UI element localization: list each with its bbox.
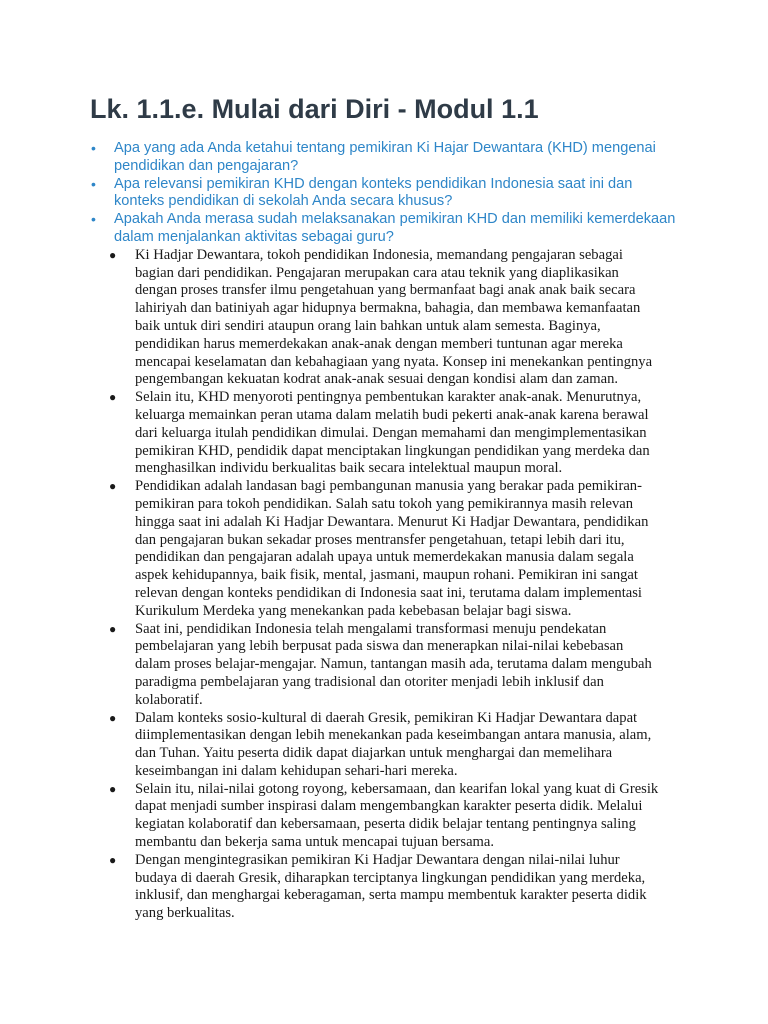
question-item xyxy=(90,140,686,176)
bullet-icon: ● xyxy=(109,247,117,262)
answer-text: Selain itu, KHD menyoroti pentingnya pembentukan karakter anak-anak. Menurutnya, keluarga memainkan peran utama dalam melatih budi pekerti anak-anak karena berawal dari keluarga itulah pendidikan dimulai. Dengan memahami dan mengimplementasikan pemikiran KHD, pendidik dapat menciptakan lingkungan pendidikan yang merdeka dan menghasilkan individu berkualitas baik secara intelektual maupun moral. xyxy=(135,389,650,477)
answer-item xyxy=(109,781,686,852)
bullet-icon: • xyxy=(91,211,96,228)
question-text: Apa yang ada Anda ketahui tentang pemikiran Ki Hajar Dewantara (KHD) mengenai pendidikan dan pengajaran? xyxy=(114,140,656,174)
bullet-icon: ● xyxy=(109,621,117,636)
bullet-icon: ● xyxy=(109,479,117,494)
answer-list xyxy=(109,247,686,923)
question-text: Apa relevansi pemikiran KHD dengan konteks pendidikan Indonesia saat ini dan konteks pendidikan di sekolah Anda secara khusus? xyxy=(114,175,633,210)
question-text: Apakah Anda merasa sudah melaksanakan pemikiran KHD dan memiliki kemerdekaan dalam menjalankan aktivitas sebagai guru? xyxy=(114,211,676,245)
answer-text: Ki Hadjar Dewantara, tokoh pendidikan Indonesia, memandang pengajaran sebagai bagian dari pendidikan. Pengajaran merupakan cara atau teknik yang diaplikasikan dengan proses transfer ilmu pengetahuan yang bermanfaat bagi anak anak baik secara lahiriyah dan batiniyah agar hidupnya bermakna, bahagia, dan membawa kemanfaatan baik untuk diri sendiri ataupun orang lain bahkan untuk alam semesta. Baginya, pendidikan harus memerdekakan anak-anak dengan memberi tuntunan agar mereka mencapai keselamatan dan kebahagiaan yang nyata. Konsep ini menekankan pentingnya pengembangan kekuatan kodrat anak-anak sesuai dengan kondisi alam dan zaman. xyxy=(135,246,653,388)
answer-text: Dalam konteks sosio-kultural di daerah Gresik, pemikiran Ki Hadjar Dewantara dapat diimplementasikan dengan lebih menekankan pada keseimbangan antara manusia, alam, dan Tuhan. Yaitu peserta didik dapat diajarkan untuk menghargai dan memelihara keseimbangan ini dalam kehidupan sehari-hari mereka. xyxy=(135,709,652,779)
answer-text: Pendidikan adalah landasan bagi pembangunan manusia yang berakar pada pemikiran- pemikiran para tokoh pendidikan. Salah satu tokoh yang pemikirannya masih relevan hingga saat ini adalah Ki Hadjar Dewantara. Menurut Ki Hadjar Dewantara, pendidikan dan pengajaran bukan sekadar proses mentransfer pengetahuan, tetapi lebih dari itu, pendidikan dan pengajaran adalah upaya untuk memerdekakan manusia dalam segala aspek kehidupannya, baik fisik, mental, jasmani, maupun rohani. Pemikiran ini sangat relevan dengan konteks pendidikan di Indonesia saat ini, terutama dalam implementasi Kurikulum Merdeka yang menekankan pada kebebasan belajar bagi siswa. xyxy=(135,478,649,619)
question-list xyxy=(90,140,686,923)
answer-item xyxy=(109,478,686,620)
answer-text: Saat ini, pendidikan Indonesia telah mengalami transformasi menuju pendekatan pembelajaran yang lebih berpusat pada siswa dan menerapkan nilai-nilai kebebasan dalam proses belajar-mengajar. Namun, tantangan masih ada, terutama dalam mengubah paradigma pembelajaran yang tradisional dan otoriter menjadi lebih inklusif dan kolaboratif. xyxy=(135,620,652,708)
answer-text: Dengan mengintegrasikan pemikiran Ki Hadjar Dewantara dengan nilai-nilai luhur budaya di daerah Gresik, diharapkan terciptanya lingkungan pendidikan yang merdeka, inklusif, dan menghargai keberagaman, serta mampu membentuk karakter peserta didik yang berkualitas. xyxy=(135,851,647,922)
bullet-icon: ● xyxy=(109,852,117,867)
answer-item xyxy=(109,247,686,389)
bullet-icon: ● xyxy=(109,781,117,796)
question-item xyxy=(90,211,686,923)
question-item xyxy=(90,176,686,212)
bullet-icon: • xyxy=(91,175,96,192)
bullet-icon: ● xyxy=(109,710,117,725)
bullet-icon: • xyxy=(91,140,96,156)
answer-item xyxy=(109,710,686,781)
answer-item xyxy=(109,389,686,478)
answer-item xyxy=(109,852,686,923)
bullet-icon: ● xyxy=(109,390,117,405)
answer-item xyxy=(109,621,686,710)
answer-text: Selain itu, nilai-nilai gotong royong, kebersamaan, dan kearifan lokal yang kuat di Gresik dapat menjadi sumber inspirasi dalam mengembangkan karakter peserta didik. Melalui kegiatan kolaboratif dan kebersamaan, peserta didik belajar tentang pentingnya saling membantu dan bekerja sama untuk mencapai tujuan bersama. xyxy=(135,780,659,851)
page-title: Lk. 1.1.e. Mulai dari Diri - Modul 1.1 xyxy=(90,94,539,124)
